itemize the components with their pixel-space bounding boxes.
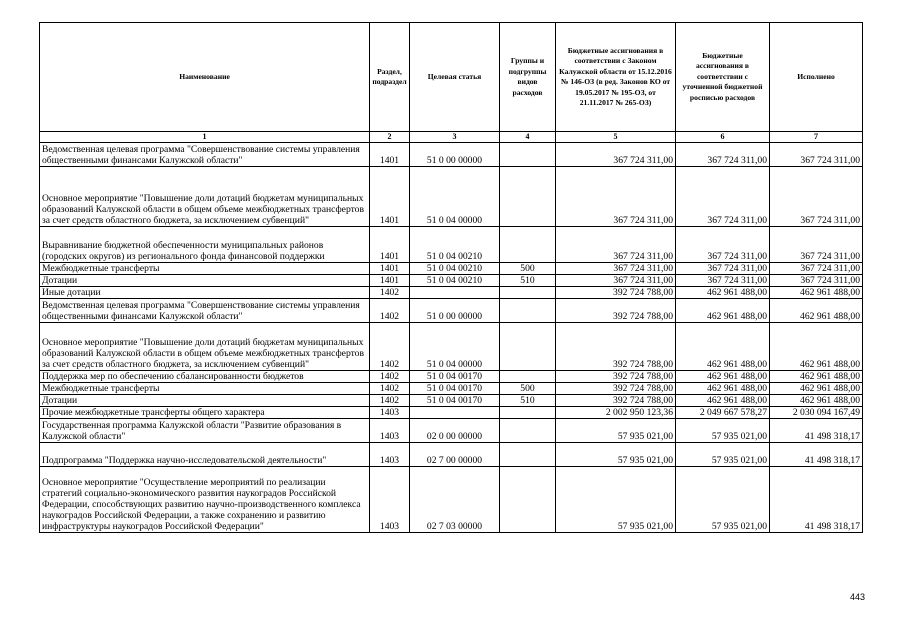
row-refined-amount: 57 935 021,00 <box>676 419 770 443</box>
table-row <box>40 395 863 407</box>
table-row <box>40 287 863 299</box>
row-law-amount: 2 002 950 123,36 <box>556 407 676 419</box>
table-row <box>40 167 863 227</box>
column-number: 4 <box>500 132 556 143</box>
row-name: Подпрограмма "Поддержка научно-исследовательской деятельности" <box>40 443 370 467</box>
row-refined-amount: 367 724 311,00 <box>676 167 770 227</box>
row-section: 1402 <box>370 299 410 323</box>
row-name: Ведомственная целевая программа "Совершенствование системы управления общественными финансами Калужской области" <box>40 299 370 323</box>
row-target: 51 0 04 00000 <box>410 167 500 227</box>
column-number: 6 <box>676 132 770 143</box>
row-group <box>500 371 556 383</box>
table-row <box>40 323 863 371</box>
row-group: 500 <box>500 383 556 395</box>
row-executed-amount: 462 961 488,00 <box>770 287 863 299</box>
row-executed-amount: 462 961 488,00 <box>770 323 863 371</box>
row-target: 51 0 00 00000 <box>410 143 500 167</box>
row-law-amount: 392 724 788,00 <box>556 287 676 299</box>
row-law-amount: 392 724 788,00 <box>556 323 676 371</box>
header-refined-allocations: Бюджетные ассигнования в соответствии с уточненной бюджетной росписью расходов <box>676 23 770 132</box>
column-number: 7 <box>770 132 863 143</box>
column-number: 1 <box>40 132 370 143</box>
row-refined-amount: 462 961 488,00 <box>676 371 770 383</box>
row-group <box>500 287 556 299</box>
row-refined-amount: 2 049 667 578,27 <box>676 407 770 419</box>
row-refined-amount: 57 935 021,00 <box>676 443 770 467</box>
row-executed-amount: 462 961 488,00 <box>770 299 863 323</box>
row-executed-amount: 462 961 488,00 <box>770 395 863 407</box>
header-groups: Группы и подгруппы видов расходов <box>500 23 556 132</box>
row-target: 51 0 04 00210 <box>410 263 500 275</box>
row-executed-amount: 2 030 094 167,49 <box>770 407 863 419</box>
row-target <box>410 407 500 419</box>
table-row <box>40 263 863 275</box>
row-target: 51 0 00 00000 <box>410 299 500 323</box>
row-target: 51 0 04 00170 <box>410 395 500 407</box>
row-law-amount: 392 724 788,00 <box>556 299 676 323</box>
row-refined-amount: 367 724 311,00 <box>676 227 770 263</box>
table-row <box>40 407 863 419</box>
row-group: 500 <box>500 263 556 275</box>
row-target: 02 0 00 00000 <box>410 419 500 443</box>
row-refined-amount: 462 961 488,00 <box>676 287 770 299</box>
row-section: 1402 <box>370 287 410 299</box>
row-section: 1402 <box>370 395 410 407</box>
row-law-amount: 57 935 021,00 <box>556 419 676 443</box>
header-section: Раздел, подраздел <box>370 23 410 132</box>
row-name: Основное мероприятие "Повышение доли дотаций бюджетам муниципальных образований Калужской области в общем объеме межбюджетных трансфертов за счет средств областного бюджета, за исключением субвенций" <box>40 167 370 227</box>
header-target: Целевая статья <box>410 23 500 132</box>
row-target: 51 0 04 00170 <box>410 371 500 383</box>
row-executed-amount: 367 724 311,00 <box>770 143 863 167</box>
table-row <box>40 299 863 323</box>
row-refined-amount: 57 935 021,00 <box>676 467 770 533</box>
row-law-amount: 367 724 311,00 <box>556 275 676 287</box>
row-executed-amount: 367 724 311,00 <box>770 227 863 263</box>
table-row <box>40 467 863 533</box>
row-refined-amount: 462 961 488,00 <box>676 383 770 395</box>
row-group <box>500 299 556 323</box>
row-name: Основное мероприятие "Осуществление мероприятий по реализации стратегий социально-экономического развития наукоградов Российской Федерации, способствующих развитию научно-производственного комплекса наукоградов Российской Федерации, а также сохранению и развитию инфраструктуры наукоградов Российской Федерации" <box>40 467 370 533</box>
row-section: 1402 <box>370 323 410 371</box>
table-row <box>40 371 863 383</box>
row-section: 1403 <box>370 443 410 467</box>
row-name: Основное мероприятие "Повышение доли дотаций бюджетам муниципальных образований Калужской области в общем объеме межбюджетных трансфертов за счет средств областного бюджета, за исключением субвенций" <box>40 323 370 371</box>
row-refined-amount: 462 961 488,00 <box>676 323 770 371</box>
row-law-amount: 367 724 311,00 <box>556 167 676 227</box>
row-group: 510 <box>500 395 556 407</box>
table-row <box>40 143 863 167</box>
row-group: 510 <box>500 275 556 287</box>
row-section: 1403 <box>370 407 410 419</box>
column-number: 2 <box>370 132 410 143</box>
row-refined-amount: 367 724 311,00 <box>676 143 770 167</box>
row-section: 1401 <box>370 167 410 227</box>
row-name: Иные дотации <box>40 287 370 299</box>
row-name: Выравнивание бюджетной обеспеченности муниципальных районов (городских округов) из регионального фонда финансовой поддержки <box>40 227 370 263</box>
header-executed: Исполнено <box>770 23 863 132</box>
row-refined-amount: 462 961 488,00 <box>676 299 770 323</box>
row-executed-amount: 367 724 311,00 <box>770 275 863 287</box>
row-executed-amount: 41 498 318,17 <box>770 443 863 467</box>
row-refined-amount: 367 724 311,00 <box>676 263 770 275</box>
row-law-amount: 392 724 788,00 <box>556 371 676 383</box>
column-number: 5 <box>556 132 676 143</box>
page-number: 443 <box>850 592 866 602</box>
row-target: 51 0 04 00210 <box>410 275 500 287</box>
row-name: Поддержка мер по обеспечению сбалансированности бюджетов <box>40 371 370 383</box>
budget-table-sheet <box>39 22 863 533</box>
row-executed-amount: 462 961 488,00 <box>770 371 863 383</box>
row-executed-amount: 462 961 488,00 <box>770 383 863 395</box>
row-law-amount: 57 935 021,00 <box>556 443 676 467</box>
table-row <box>40 419 863 443</box>
row-group <box>500 467 556 533</box>
table-row <box>40 383 863 395</box>
row-group <box>500 167 556 227</box>
header-law-allocations: Бюджетные ассигнования в соответствии с Законом Калужской области от 15.12.2016 № 146-ОЗ (в ред. Законов КО от 19.05.2017 № 195-ОЗ, от 21.11.2017 № 265-ОЗ) <box>556 23 676 132</box>
table-row <box>40 275 863 287</box>
row-law-amount: 367 724 311,00 <box>556 143 676 167</box>
row-target: 51 0 04 00170 <box>410 383 500 395</box>
row-law-amount: 367 724 311,00 <box>556 263 676 275</box>
row-name: Межбюджетные трансферты <box>40 263 370 275</box>
row-section: 1401 <box>370 227 410 263</box>
row-section: 1401 <box>370 275 410 287</box>
row-section: 1403 <box>370 419 410 443</box>
row-name: Межбюджетные трансферты <box>40 383 370 395</box>
column-number: 3 <box>410 132 500 143</box>
row-law-amount: 367 724 311,00 <box>556 227 676 263</box>
row-section: 1401 <box>370 263 410 275</box>
row-executed-amount: 41 498 318,17 <box>770 467 863 533</box>
row-section: 1402 <box>370 383 410 395</box>
row-refined-amount: 462 961 488,00 <box>676 395 770 407</box>
row-group <box>500 143 556 167</box>
row-target: 51 0 04 00000 <box>410 323 500 371</box>
row-executed-amount: 41 498 318,17 <box>770 419 863 443</box>
row-law-amount: 392 724 788,00 <box>556 395 676 407</box>
row-target: 02 7 00 00000 <box>410 443 500 467</box>
row-law-amount: 392 724 788,00 <box>556 383 676 395</box>
row-executed-amount: 367 724 311,00 <box>770 263 863 275</box>
table-row <box>40 227 863 263</box>
row-group <box>500 227 556 263</box>
row-group <box>500 419 556 443</box>
row-group <box>500 323 556 371</box>
row-name: Прочие межбюджетные трансферты общего характера <box>40 407 370 419</box>
row-target <box>410 287 500 299</box>
row-name: Государственная программа Калужской области "Развитие образования в Калужской области" <box>40 419 370 443</box>
row-executed-amount: 367 724 311,00 <box>770 167 863 227</box>
row-group <box>500 443 556 467</box>
row-name: Ведомственная целевая программа "Совершенствование системы управления общественными финансами Калужской области" <box>40 143 370 167</box>
row-name: Дотации <box>40 395 370 407</box>
row-refined-amount: 367 724 311,00 <box>676 275 770 287</box>
column-number-row <box>40 132 863 143</box>
budget-table <box>39 22 863 533</box>
table-row <box>40 443 863 467</box>
row-section: 1401 <box>370 143 410 167</box>
row-name: Дотации <box>40 275 370 287</box>
row-target: 02 7 03 00000 <box>410 467 500 533</box>
header-name: Наименование <box>40 23 370 132</box>
row-section: 1402 <box>370 371 410 383</box>
row-section: 1403 <box>370 467 410 533</box>
row-group <box>500 407 556 419</box>
row-law-amount: 57 935 021,00 <box>556 467 676 533</box>
row-target: 51 0 04 00210 <box>410 227 500 263</box>
